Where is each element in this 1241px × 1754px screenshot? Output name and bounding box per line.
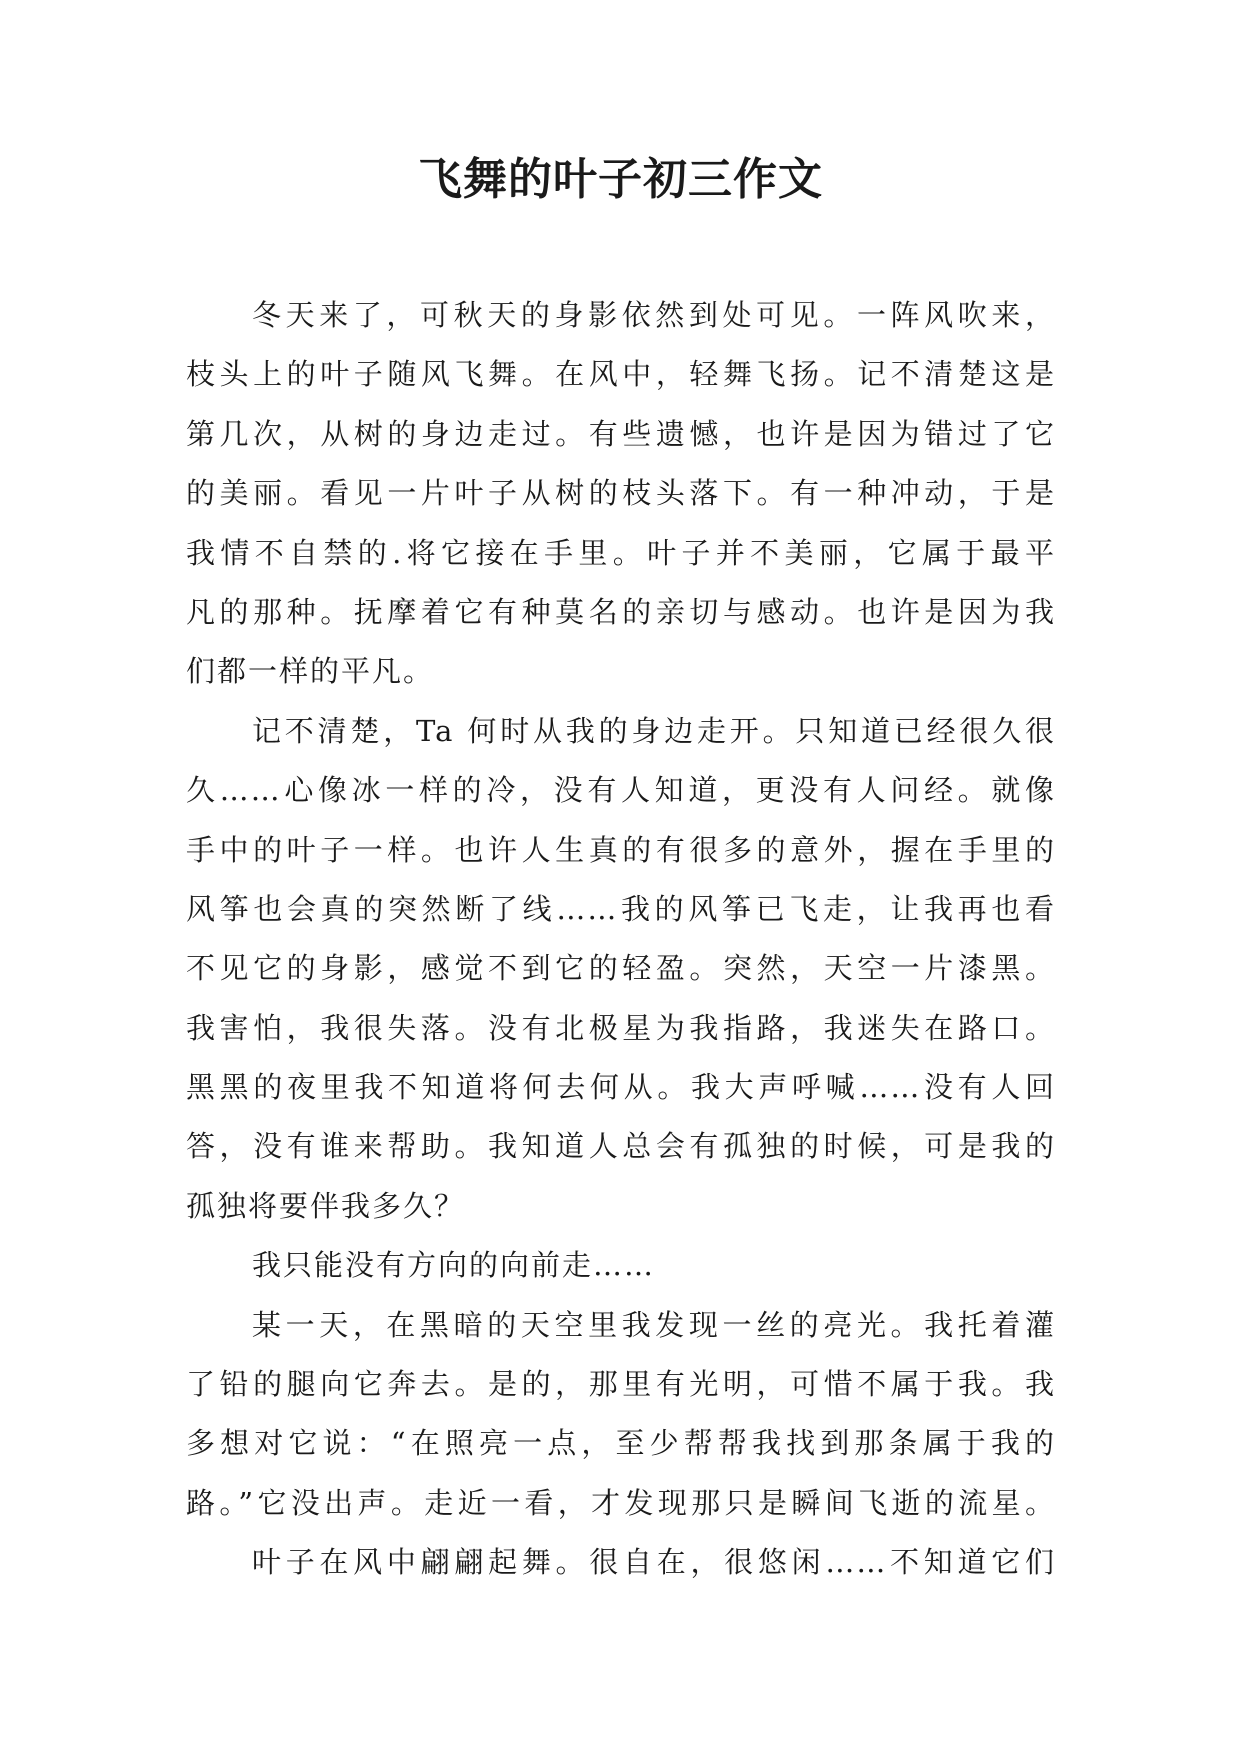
body-line: 我只能没有方向的向前走…… <box>252 1248 656 1283</box>
body-line: 第几次，从树的身边走过。有些遗憾，也许是因为错过了它 <box>186 416 1056 451</box>
body-line: 叶子在风中翩翩起舞。很自在，很悠闲……不知道它们 <box>252 1545 1056 1580</box>
body-line: 某一天，在黑暗的天空里我发现一丝的亮光。我托着灌 <box>252 1307 1056 1342</box>
body-line: 路。”它没出声。走近一看，才发现那只是瞬间飞逝的流星。 <box>186 1485 1056 1520</box>
body-line: 孤独将要伴我多久？ <box>186 1188 466 1223</box>
body-line: 手中的叶子一样。也许人生真的有很多的意外，握在手里的 <box>186 832 1056 867</box>
body-line: 久……心像冰一样的冷，没有人知道，更没有人问经。就像 <box>186 773 1056 808</box>
body-line: 我害怕，我很失落。没有北极星为我指路，我迷失在路口。 <box>186 1010 1056 1045</box>
body-line: 记不清楚，Ta 何时从我的身边走开。只知道已经很久很 <box>252 713 1056 748</box>
body-line: 凡的那种。抚摩着它有种莫名的亲切与感动。也许是因为我 <box>186 594 1056 629</box>
document-body <box>186 286 1056 1593</box>
document-title: 飞舞的叶子初三作文 <box>418 154 823 205</box>
body-line: 不见它的身影，感觉不到它的轻盈。突然，天空一片漆黑。 <box>186 951 1056 986</box>
body-line: 多想对它说：“在照亮一点，至少帮帮我找到那条属于我的 <box>186 1426 1056 1461</box>
body-line: 的美丽。看见一片叶子从树的枝头落下。有一种冲动，于是 <box>186 476 1056 511</box>
body-line: 枝头上的叶子随风飞舞。在风中，轻舞飞扬。记不清楚这是 <box>186 357 1056 392</box>
body-line: 冬天来了，可秋天的身影依然到处可见。一阵风吹来， <box>252 298 1056 332</box>
body-line: 们都一样的平凡。 <box>186 654 435 689</box>
body-line: 风筝也会真的突然断了线……我的风筝已飞走，让我再也看 <box>186 891 1056 926</box>
body-line: 答，没有谁来帮助。我知道人总会有孤独的时候，可是我的 <box>186 1129 1056 1164</box>
body-line: 我情不自禁的.将它接在手里。叶子并不美丽，它属于最平 <box>186 535 1056 570</box>
body-line: 黑黑的夜里我不知道将何去何从。我大声呼喊……没有人回 <box>186 1070 1056 1105</box>
body-line: 了铅的腿向它奔去。是的，那里有光明，可惜不属于我。我 <box>186 1367 1056 1402</box>
